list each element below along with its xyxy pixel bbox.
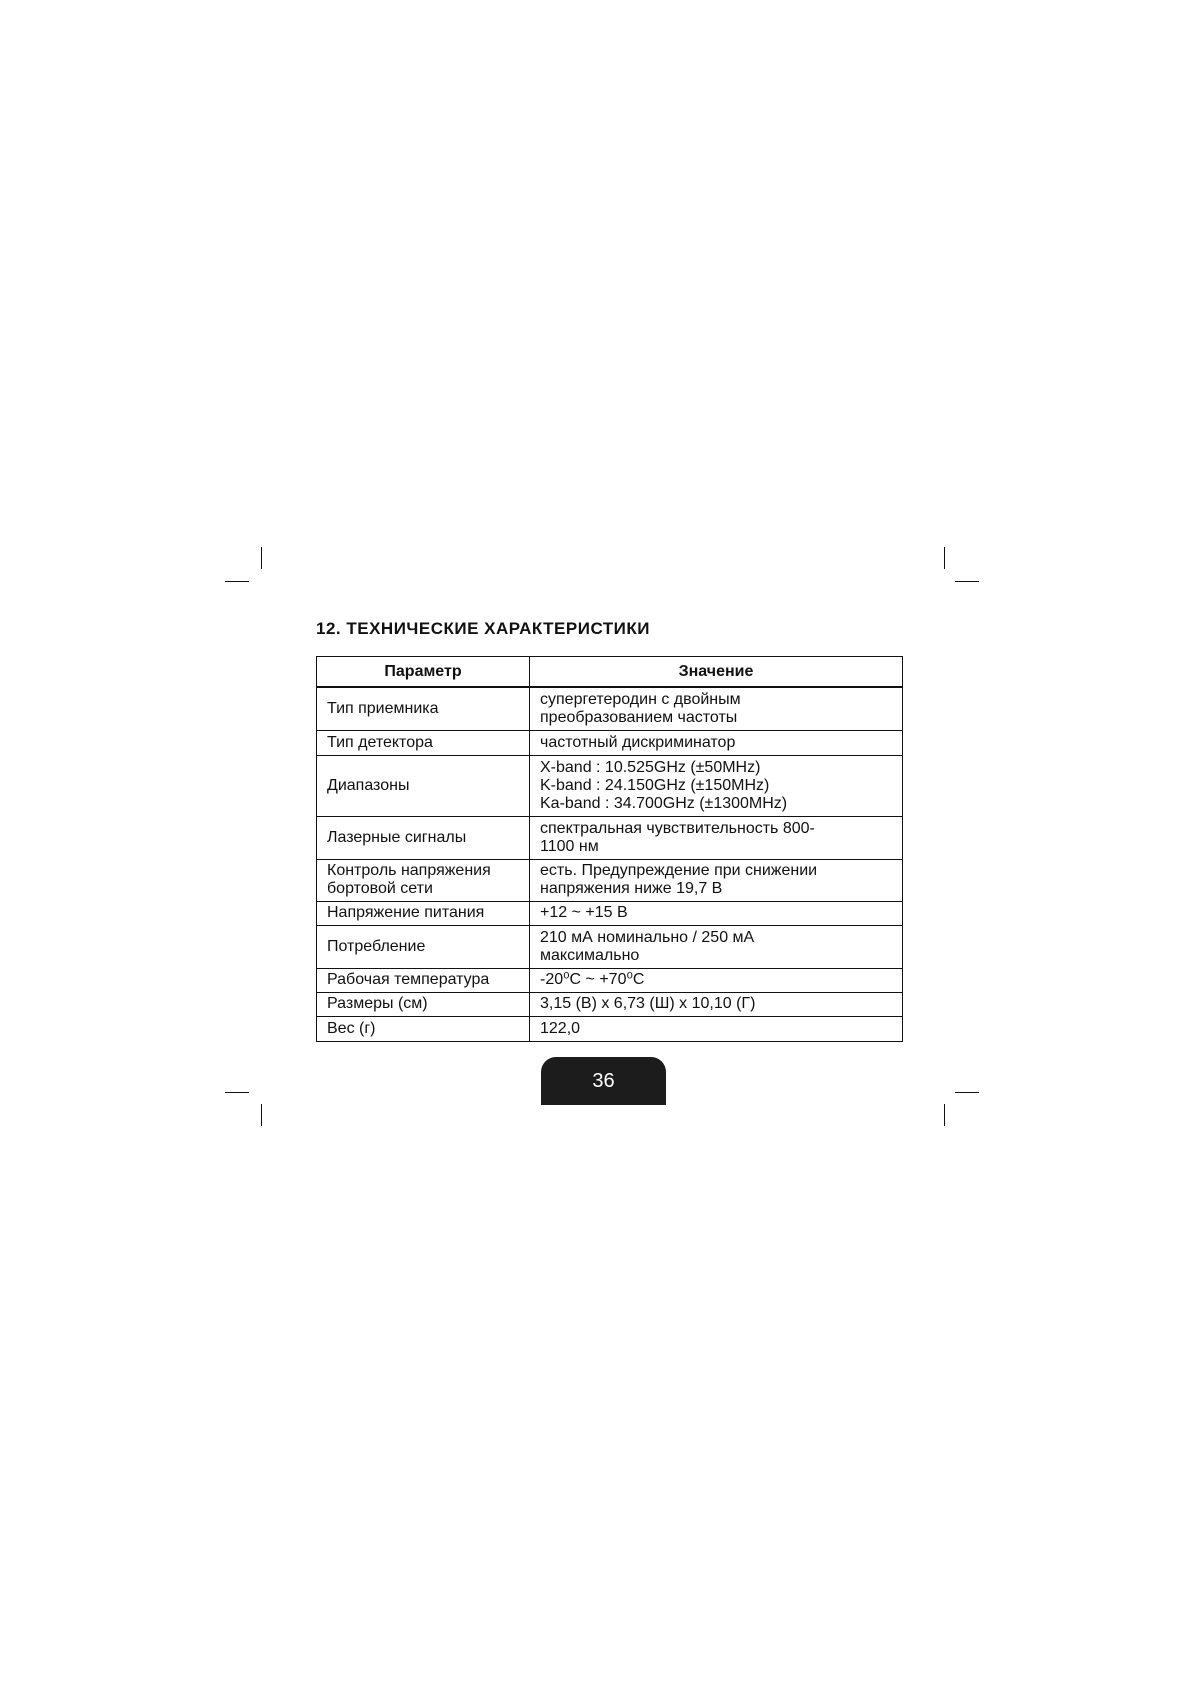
- param-text: Потребление: [327, 937, 426, 955]
- param-text: Напряжение питания: [327, 904, 485, 921]
- specifications-table: [316, 656, 903, 1042]
- table-row: [317, 816, 903, 859]
- crop-mark-top-right-horizontal: [955, 581, 979, 582]
- table-row: [317, 1016, 903, 1041]
- table-row: [317, 901, 903, 925]
- value-cell: [530, 859, 903, 901]
- param-text: Рабочая температура: [327, 971, 490, 988]
- param-cell: [317, 925, 530, 968]
- param-cell: [317, 687, 530, 730]
- crop-mark-bottom-right-horizontal: [955, 1092, 979, 1093]
- table-row: [317, 687, 903, 730]
- value-text: Ka-band : 34.700GHz (±1300MHz): [540, 794, 788, 812]
- value-text: есть. Предупреждение при снижении: [540, 862, 818, 879]
- value-cell: [530, 901, 903, 925]
- value-text: 3,15 (В) x 6,73 (Ш) x 10,10 (Г): [540, 995, 756, 1012]
- value-cell: [530, 1016, 903, 1041]
- table-row: [317, 992, 903, 1016]
- value-text: 210 мА номинально / 250 мА: [540, 928, 755, 946]
- page-number-badge: 36: [541, 1057, 666, 1105]
- param-cell: [317, 859, 530, 901]
- param-text: Лазерные сигналы: [327, 828, 467, 846]
- crop-mark-top-right-vertical: [944, 547, 945, 569]
- crop-mark-bottom-right-vertical: [944, 1104, 945, 1126]
- crop-mark-bottom-left-horizontal: [225, 1092, 249, 1093]
- table-row: [317, 755, 903, 816]
- value-text: +12 ~ +15 В: [540, 904, 628, 921]
- param-cell: [317, 901, 530, 925]
- value-text: частотный дискриминатор: [540, 733, 736, 751]
- value-text: X-band : 10.525GHz (±50MHz): [540, 758, 761, 776]
- value-text: преобразованием частоты: [540, 708, 738, 726]
- param-text: Вес (г): [327, 1019, 376, 1037]
- value-cell: [530, 992, 903, 1016]
- value-text: 1100 нм: [540, 837, 599, 855]
- header-value: Значение: [530, 657, 903, 688]
- table-row: [317, 859, 903, 901]
- value-cell: [530, 816, 903, 859]
- value-text: спектральная чувствительность 800-: [540, 819, 815, 837]
- value-text: максимально: [540, 946, 640, 964]
- value-text: K-band : 24.150GHz (±150MHz): [540, 776, 770, 794]
- param-cell: [317, 968, 530, 992]
- value-cell: [530, 730, 903, 755]
- value-text: 122,0: [540, 1019, 581, 1037]
- value-cell: [530, 687, 903, 730]
- param-cell: [317, 1016, 530, 1041]
- param-cell: [317, 992, 530, 1016]
- param-cell: [317, 730, 530, 755]
- value-text: -20⁰С ~ +70⁰С: [540, 971, 645, 988]
- param-text: Диапазоны: [327, 776, 410, 794]
- param-cell: [317, 816, 530, 859]
- param-text: Тип приемника: [327, 699, 439, 717]
- value-text: супергетеродин с двойным: [540, 690, 741, 708]
- value-text: напряжения ниже 19,7 В: [540, 880, 723, 897]
- crop-mark-top-left-horizontal: [225, 581, 249, 582]
- table-row: [317, 968, 903, 992]
- value-cell: [530, 755, 903, 816]
- table-row: [317, 730, 903, 755]
- value-cell: [530, 925, 903, 968]
- param-text: Размеры (см): [327, 995, 428, 1012]
- param-text: бортовой сети: [327, 880, 433, 897]
- header-parameter: Параметр: [317, 657, 530, 688]
- section-title: 12. ТЕХНИЧЕСКИЕ ХАРАКТЕРИСТИКИ: [316, 619, 650, 638]
- param-cell: [317, 755, 530, 816]
- table-row: [317, 925, 903, 968]
- value-cell: [530, 968, 903, 992]
- param-text: Тип детектора: [327, 733, 433, 751]
- crop-mark-top-left-vertical: [261, 547, 262, 569]
- param-text: Контроль напряжения: [327, 862, 491, 879]
- table-header-row: [317, 657, 903, 688]
- crop-mark-bottom-left-vertical: [261, 1104, 262, 1126]
